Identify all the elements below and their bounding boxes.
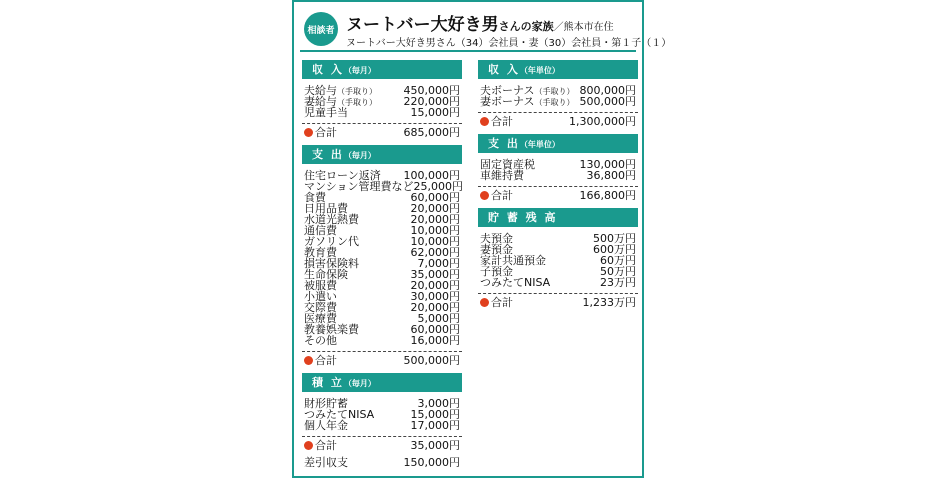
section-heading: 収 入（毎月） bbox=[302, 60, 462, 79]
list-item: 教育費 62,000円 bbox=[304, 246, 460, 259]
household-budget-card bbox=[292, 0, 672, 478]
list-item: つみたてNISA 15,000円 bbox=[304, 408, 460, 421]
dashed-divider bbox=[302, 123, 462, 124]
list-item: 車維持費 36,800円 bbox=[480, 169, 636, 182]
red-dot-icon bbox=[480, 117, 489, 126]
red-dot-icon bbox=[480, 191, 489, 200]
list-item: 通信費 10,000円 bbox=[304, 224, 460, 237]
list-item: 子預金 50万円 bbox=[480, 265, 636, 278]
savings-monthly-rows bbox=[302, 392, 462, 433]
expense-yearly-section bbox=[478, 134, 638, 202]
list-item: 家計共通預金 60万円 bbox=[480, 254, 636, 267]
title-main: ヌートバー大好き男 bbox=[346, 15, 499, 35]
list-item: ガソリン代 10,000円 bbox=[304, 235, 460, 248]
list-item: 日用品費 20,000円 bbox=[304, 202, 460, 215]
income-monthly-rows bbox=[302, 79, 462, 120]
dashed-divider bbox=[302, 436, 462, 437]
list-item: 妻給与（手取り） 220,000円 bbox=[304, 95, 460, 108]
list-item: 教養娯楽費 60,000円 bbox=[304, 323, 460, 336]
left-column bbox=[302, 60, 462, 469]
list-item: つみたてNISA 23万円 bbox=[480, 276, 636, 289]
list-item: 妻ボーナス（手取り） 500,000円 bbox=[480, 95, 636, 108]
dashed-divider bbox=[478, 186, 638, 187]
section-heading: 支 出（年単位） bbox=[478, 134, 638, 153]
section-heading: 支 出（毎月） bbox=[302, 145, 462, 164]
list-item: 食費 60,000円 bbox=[304, 191, 460, 204]
net-balance-row: 差引収支 150,000円 bbox=[304, 456, 460, 469]
family-subtitle: ヌートバー大好き男さん（34）会社員・妻（30）会社員・第１子（１） bbox=[346, 38, 672, 49]
list-item: 水道光熱費 20,000円 bbox=[304, 213, 460, 226]
consultant-badge: 相談者 bbox=[304, 12, 338, 46]
list-item: 交際費 20,000円 bbox=[304, 301, 460, 314]
total-row: 合計 1,300,000円 bbox=[478, 115, 638, 128]
list-item: 医療費 5,000円 bbox=[304, 312, 460, 325]
red-dot-icon bbox=[480, 298, 489, 307]
total-row: 合計 1,233万円 bbox=[478, 296, 638, 309]
list-item: その他 16,000円 bbox=[304, 334, 460, 347]
savings-balance-rows bbox=[478, 227, 638, 290]
income-monthly-section bbox=[302, 60, 462, 139]
total-row: 合計 500,000円 bbox=[302, 354, 462, 367]
total-row: 合計 166,800円 bbox=[478, 189, 638, 202]
section-heading: 貯 蓄 残 高 bbox=[478, 208, 638, 227]
header bbox=[294, 2, 672, 52]
list-item: マンション管理費など 25,000円 bbox=[304, 180, 464, 193]
section-heading: 積 立（毎月） bbox=[302, 373, 462, 392]
list-item: 小遣い 30,000円 bbox=[304, 290, 460, 303]
total-row: 合計 35,000円 bbox=[302, 439, 462, 452]
list-item: 被服費 20,000円 bbox=[304, 279, 460, 292]
list-item: 損害保険料 7,000円 bbox=[304, 257, 460, 270]
income-yearly-rows bbox=[478, 79, 638, 109]
list-item: 夫ボーナス（手取り） 800,000円 bbox=[480, 84, 636, 97]
savings-balance-section bbox=[478, 208, 638, 309]
savings-monthly-section bbox=[302, 373, 462, 469]
right-column bbox=[478, 60, 638, 309]
list-item: 住宅ローン返済 100,000円 bbox=[304, 169, 460, 182]
expense-monthly-section bbox=[302, 145, 462, 367]
list-item: 固定資産税 130,000円 bbox=[480, 158, 636, 171]
list-item: 夫給与（手取り） 450,000円 bbox=[304, 84, 460, 97]
title-suffix: さんの家族 bbox=[498, 20, 554, 33]
title-location: ／熊本市在住 bbox=[553, 22, 614, 33]
red-dot-icon bbox=[304, 356, 313, 365]
expense-monthly-rows bbox=[302, 164, 462, 348]
header-divider bbox=[300, 50, 636, 52]
page-title bbox=[346, 10, 614, 35]
section-heading: 収 入（年単位） bbox=[478, 60, 638, 79]
red-dot-icon bbox=[304, 441, 313, 450]
red-dot-icon bbox=[304, 128, 313, 137]
list-item: 財形貯蓄 3,000円 bbox=[304, 397, 460, 410]
list-item: 児童手当 15,000円 bbox=[304, 106, 460, 119]
dashed-divider bbox=[302, 351, 462, 352]
expense-yearly-rows bbox=[478, 153, 638, 183]
list-item: 妻預金 600万円 bbox=[480, 243, 636, 256]
list-item: 生命保険 35,000円 bbox=[304, 268, 460, 281]
total-row: 合計 685,000円 bbox=[302, 126, 462, 139]
dashed-divider bbox=[478, 112, 638, 113]
income-yearly-section bbox=[478, 60, 638, 128]
list-item: 夫預金 500万円 bbox=[480, 232, 636, 245]
dashed-divider bbox=[478, 293, 638, 294]
list-item: 個人年金 17,000円 bbox=[304, 419, 460, 432]
